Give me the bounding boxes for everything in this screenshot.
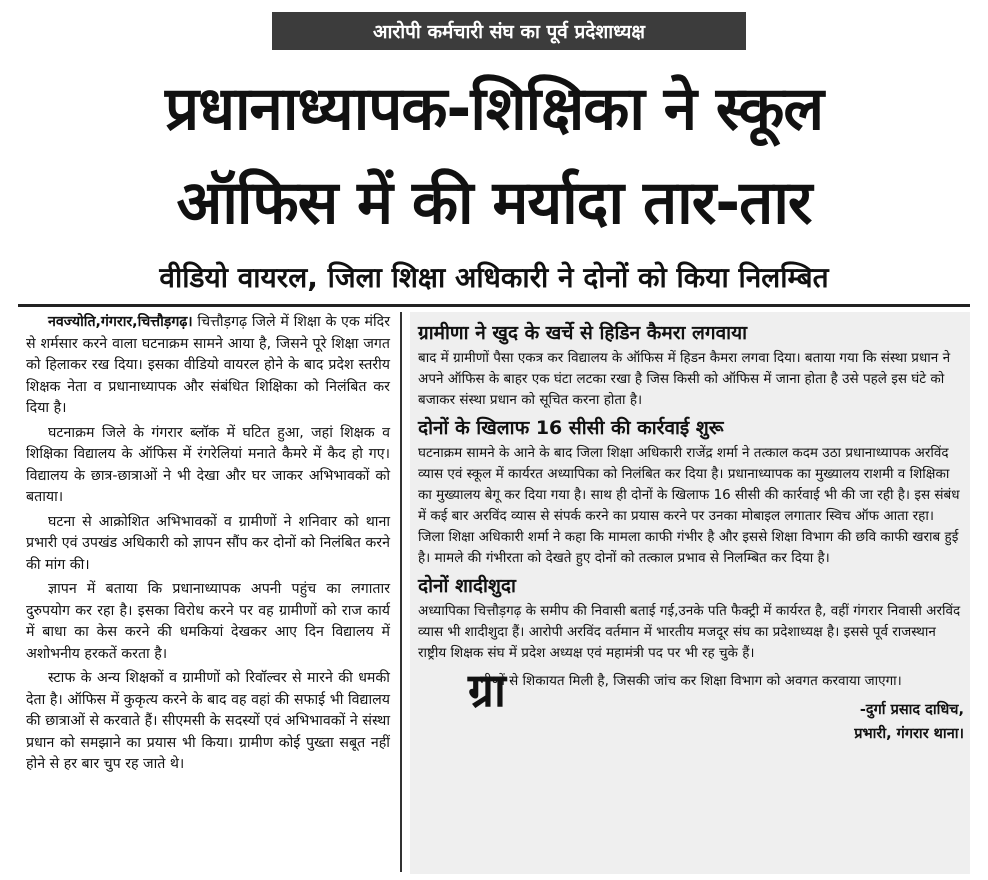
paragraph-3: घटना से आक्रोशित अभिभावकों व ग्रामीणों ने शनिवार को थाना प्रभारी एवं उपखंड अधिकारी को ज्ञापन सौंप कर दोनों को निलंबित करने की मांग की। [26, 513, 390, 573]
headline [0, 62, 988, 250]
paragraph-5: स्टाफ के अन्य शिक्षकों व ग्रामीणों को रिवॉल्वर से मारने की धमकी देता है। ऑफिस में कुकृत्य करने के बाद वह वहां की सफाई भी विद्यालय की छात्राओं से करवाते हैं। सीएमसी के सदस्यों एवं अभिभावकों ने संस्था प्रधान को समझाने का प्रयास भी किया। ग्रामीण कोई पुख्ता सबूत नहीं होने से हर बार चुप रह जाते थे। [26, 670, 390, 772]
section-heading-16cc-action: दोनों के खिलाफ 16 सीसी की कार्रवाई शुरू [418, 417, 724, 439]
paragraph-4: ज्ञापन में बताया कि प्रधानाध्यापक अपनी पहुंच का लगातार दुरुपयोग कर रहा है। इसका विरोध करने पर वह ग्रामीणों को राज कार्य में बाधा का केस करने की धमकियां देखकर आए दिन विद्यालय में अशोभनीय हरकतें करता है। [26, 581, 390, 662]
section-heading-both-married: दोनों शादीशुदा [418, 575, 516, 597]
signature-name: -दुर्गा प्रसाद दाधिच, [859, 702, 964, 718]
headline-line-2: ऑफिस में की मर्यादा तार-तार [176, 168, 812, 238]
left-column [26, 312, 390, 779]
subheadline: वीडियो वायरल, जिला शिक्षा अधिकारी ने दोनों को किया निलम्बित [159, 261, 829, 294]
paragraph-1 [26, 312, 390, 420]
dateline: नवज्योति,गंगरार,चित्तौड़गढ़। [48, 314, 193, 330]
divider-rule [18, 304, 970, 307]
section-text-both-married: अध्यापिका चित्तौड़गढ़ के समीप की निवासी बताई गई,उनके पति फैक्ट्री में कार्यरत है, वहीं गंगरार निवासी अरविंद व्यास भी शादीशुदा हैं। आरोपी अरविंद वर्तमान में भारतीय मजदूर संघ का प्रदेशाध्यक्ष है। इससे पूर्व राजस्थान राष्ट्रीय शिक्षक संघ में प्रदेश अध्यक्ष एवं महामंत्री पद पर भी रह चुके हैं। [418, 603, 961, 661]
section-heading-hidden-camera: ग्रामीणा ने खुद के खर्चे से हिडिन कैमरा लगवाया [418, 322, 748, 344]
section-text-hidden-camera: बाद में ग्रामीणों पैसा एकत्र कर विद्यालय के ऑफिस में हिडन कैमरा लगवा दिया। बताया गया कि संस्था प्रधान ने अपने ऑफिस के बाहर एक घंटा लटका रखा है जिस किसी को ऑफिस में जाना होता है उसे पहले इस घंटे को बजाकर संस्था प्रधान को सूचित करना होता है। [418, 350, 951, 408]
paragraph-2: घटनाक्रम जिले के गंगरार ब्लॉक में घटित हुआ, जहां शिक्षक व शिक्षिका विद्यालय के ऑफिस में रंगरेलियां मनाते कैमरे में कैद हो गए। विद्यालय के छात्र-छात्राओं ने भी देखा और घर जाकर अभिभावकों को बताया। [26, 424, 390, 505]
quote-text: मीणों से शिकायत मिली है, जिसकी जांच कर शिक्षा विभाग को अवगत करवाया जाएगा। [480, 673, 902, 689]
kicker-banner: आरोपी कर्मचारी संघ का पूर्व प्रदेशाध्यक्ष [272, 12, 746, 50]
drop-cap: ग्रा [468, 663, 506, 717]
headline-line-1: प्रधानाध्यापक-शिक्षिका ने स्कूल [164, 74, 824, 144]
section-text-16cc-action: घटनाक्रम सामने के आने के बाद जिला शिक्षा अधिकारी राजेंद्र शर्मा ने तत्काल कदम उठा प्रधानाध्यापक अरविंद व्यास एवं स्कूल में कार्यरत अध्यापिका को निलंबित कर दिया है। प्रधानाध्यापक का मुख्यालय राशमी व शिक्षिका का मुख्यालय बेगू कर दिया गया है। साथ ही दोनों के खिलाफ 16 सीसी की कार्रवाई भी की जा रही है। इस संबंध में कई बार अरविंद व्यास से संपर्क करने का प्रयास करने पर उनका मोबाइल लगातार स्विच ऑफ आता रहा। जिला शिक्षा अधिकारी शर्मा ने कहा कि मामला काफी गंभीर है और इससे शिक्षा विभाग की छवि काफी खराब हुई है। मामले की गंभीरता को देखते हुए दोनों को तत्काल प्रभाव से निलम्बित कर दिया है। [418, 445, 960, 566]
paragraph-1-text: चित्तौड़गढ़ जिले में शिक्षा के एक मंदिर से शर्मसार करने वाला घटनाक्रम सामने आया है, जिसने पूरे शिक्षा जगत को हिलाकर रख दिया। इसका वीडियो वायरल होने के बाद प्रदेश स्तरीय शिक्षक नेता व प्रधानाध्यापक और संबंधित शिक्षिका को निलंबित कर दिया है। [26, 314, 390, 416]
right-column [418, 318, 964, 746]
signature-title: प्रभारी, गंगरार थाना। [854, 726, 964, 742]
column-divider [400, 312, 402, 872]
